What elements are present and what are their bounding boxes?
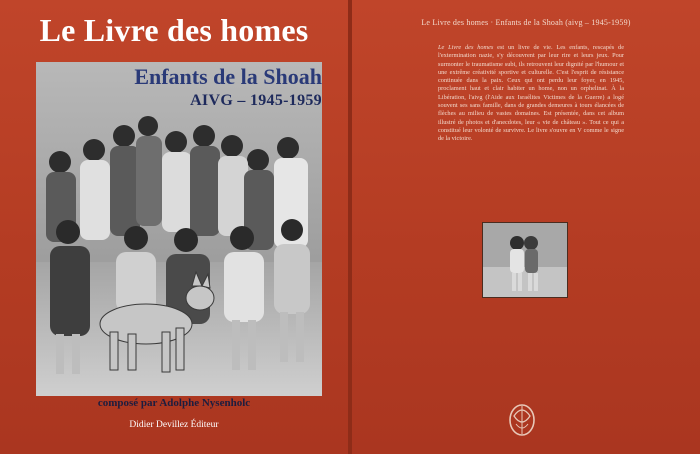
book-subtitle-years: AIVG – 1945-1959: [190, 92, 322, 109]
cover-photo-illustration: [36, 62, 322, 396]
blurb-italic-title: Le Livre des homes: [438, 44, 494, 51]
author-credit: composé par Adolphe Nysenholc: [97, 397, 251, 409]
back-cover: [352, 0, 700, 454]
front-cover: [0, 0, 348, 454]
cover-photo: [36, 62, 322, 396]
blurb-body: est un livre de vie. Les enfants, rescapés de l'extermination nazie, s'y découvrent par leur rire et leurs jeux. Pour surmonter le traumatisme subi, ils retrouvent leur dignité par l'humour et une extrême créativité sportive et culturelle. C'est l'esprit de résistance continuée dans la paix. Ceux qui ont perdu leur foyer, en 1945, proclament haut et clair habiter un home, non un orphelinat. À la Libération, l'aivg (l'Aide aux Israélites Victimes de la Guerre) a logé souvent ses sans famille, dans de grandes demeures à tours élancées de flèches au milieu de vastes domaines. Est présentée, dans cet album illustré de photos et d'anecdotes, leur « vie de château ». Tout ce qui a constitué leur volonté de survivre. Le livre s'ouvre en V comme le signe de la victoire.: [438, 44, 625, 143]
back-cover-thumbnail: [482, 222, 568, 298]
book-title: Le Livre des homes: [39, 12, 309, 48]
publisher-emblem-icon: [507, 398, 537, 438]
publisher-name: Didier Devillez Éditeur: [129, 420, 219, 430]
thumbnail-photo: [483, 223, 567, 297]
book-subtitle: Enfants de la Shoah: [134, 64, 322, 89]
back-cover-blurb: [438, 44, 624, 144]
back-cover-header: Le Livre des homes · Enfants de la Shoah (aivg – 1945-1959): [421, 18, 631, 27]
